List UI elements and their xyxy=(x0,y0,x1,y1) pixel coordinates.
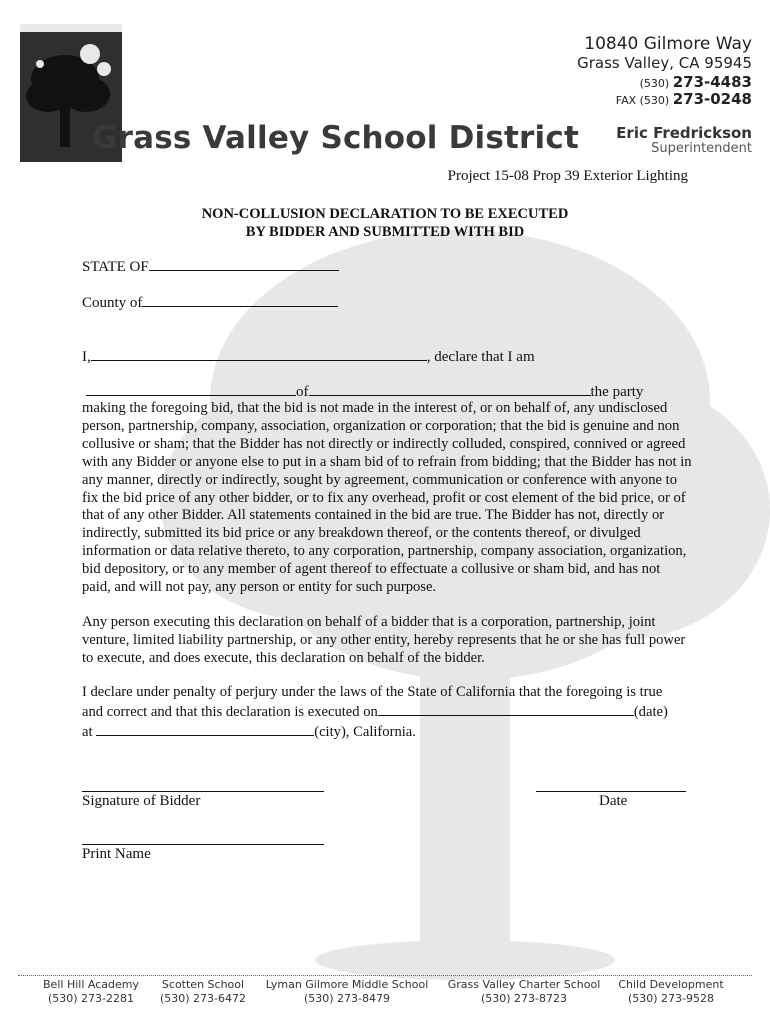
date-suffix: (date) xyxy=(633,703,668,720)
signature-line[interactable] xyxy=(82,791,324,792)
footer-school-name: Scotten School xyxy=(161,978,245,991)
party-row xyxy=(86,382,643,401)
footer-school-name: Lyman Gilmore Middle School xyxy=(265,978,429,991)
party-suffix: the party xyxy=(590,384,644,400)
company-blank[interactable] xyxy=(309,382,591,396)
title-blank[interactable] xyxy=(86,382,296,396)
perjury-line-1: I declare under penalty of perjury under the laws of the State of California that the foregoing is true xyxy=(82,684,663,700)
footer-school-lyman-gilmore xyxy=(262,978,432,1006)
superintendent-name: Eric Fredrickson xyxy=(616,124,752,142)
execution-date-blank[interactable] xyxy=(378,702,634,716)
date-line[interactable] xyxy=(536,791,686,792)
footer-school-phone: (530) 273-6472 xyxy=(159,992,247,1005)
address-city: Grass Valley, CA 95945 xyxy=(577,54,752,72)
superintendent-title: Superintendent xyxy=(651,141,752,156)
phone-number: 273-4483 xyxy=(672,73,752,91)
date-label: Date xyxy=(599,793,628,809)
declaration-title-line-1: NON-COLLUSION DECLARATION TO BE EXECUTED xyxy=(201,206,569,222)
county-label: County of xyxy=(82,295,143,311)
execution-date-prefix: and correct and that this declaration is executed on xyxy=(82,703,378,720)
print-name-line[interactable] xyxy=(82,844,324,845)
declaration-paragraph-1: making the foregoing bid, that the bid is not made in the interest of, or on behalf of, any undisclosed person, partnership, company, association, organization or corporation; that the bid is genuine and non collusive or sham; that the Bidder has not directly or indirectly colluded, conspired, connived or agreed with any Bidder or anyone else to put in a sham bid of to refrain from bidding; that the Bidder has not in any manner, directly or indirectly, sought by agreement, communication or conference with anyone to fix the bid price of any other bidder, or to fix any overhead, profit or cost element of the bid price, or of that of any other Bidder. All statements contained in the bid are true. The Bidder has not, directly or indirectly, submitted its bid price or any breakdown thereof, or the contents thereof, or divulged information or data relative thereto, to any corporation, partnership, company association, organization, bid depository, or to any member of agent thereof to effectuate a collusive or sham bid, and has not paid, and will not pay, any person or entity for such purpose. xyxy=(82,400,692,596)
footer-school-gv-charter xyxy=(446,978,602,1006)
city-suffix: (city), California. xyxy=(314,723,416,740)
fax-number: 273-0248 xyxy=(672,90,752,108)
footer-school-name: Child Development xyxy=(618,978,724,991)
footer-school-name: Grass Valley Charter School xyxy=(447,978,601,991)
declarant-name-blank[interactable] xyxy=(91,347,427,361)
fax-prefix: FAX (530) xyxy=(615,94,670,107)
declaration-title-line-2: BY BIDDER AND SUBMITTED WITH BID xyxy=(245,224,525,240)
state-field-row xyxy=(82,257,339,276)
state-blank[interactable] xyxy=(149,257,339,271)
declarant-suffix: , declare that I am xyxy=(426,349,535,365)
project-title: Project 15-08 Prop 39 Exterior Lighting xyxy=(447,168,688,184)
district-name: Grass Valley School District xyxy=(92,120,579,156)
at-word: at xyxy=(82,723,93,740)
signature-label: Signature of Bidder xyxy=(82,793,201,809)
state-label: STATE OF xyxy=(82,259,149,275)
footer-divider xyxy=(18,975,752,976)
fax-line xyxy=(616,90,752,108)
perjury-line-2 xyxy=(82,702,702,722)
footer-school-phone: (530) 273-8479 xyxy=(303,992,391,1005)
footer-school-phone: (530) 273-9528 xyxy=(627,992,715,1005)
phone-prefix: (530) xyxy=(639,77,670,90)
county-field-row xyxy=(82,293,338,312)
footer-school-phone: (530) 273-2281 xyxy=(47,992,135,1005)
print-name-label: Print Name xyxy=(82,846,151,862)
address-street: 10840 Gilmore Way xyxy=(584,34,752,54)
declaration-paragraph-2: Any person executing this declaration on behalf of a bidder that is a corporation, partnership, joint venture, limited liability partnership, or any other entity, hereby represents that he or she has full power to execute, and does execute, this declaration on behalf of the bidder. xyxy=(82,614,686,666)
footer-school-scotten xyxy=(156,978,250,1006)
perjury-line-3 xyxy=(82,722,702,742)
declarant-row xyxy=(82,347,535,366)
city-blank[interactable] xyxy=(96,722,314,736)
declaration-paragraph-3 xyxy=(82,684,702,742)
phone-line xyxy=(640,73,752,91)
footer-school-name: Bell Hill Academy xyxy=(43,978,139,991)
footer-child-development xyxy=(612,978,730,1006)
declaration-title xyxy=(0,205,770,241)
county-blank[interactable] xyxy=(142,293,338,307)
footer-school-phone: (530) 273-8723 xyxy=(480,992,568,1005)
declarant-prefix: I, xyxy=(82,349,91,365)
of-word: of xyxy=(296,384,309,400)
footer-school-bell-hill xyxy=(28,978,154,1006)
